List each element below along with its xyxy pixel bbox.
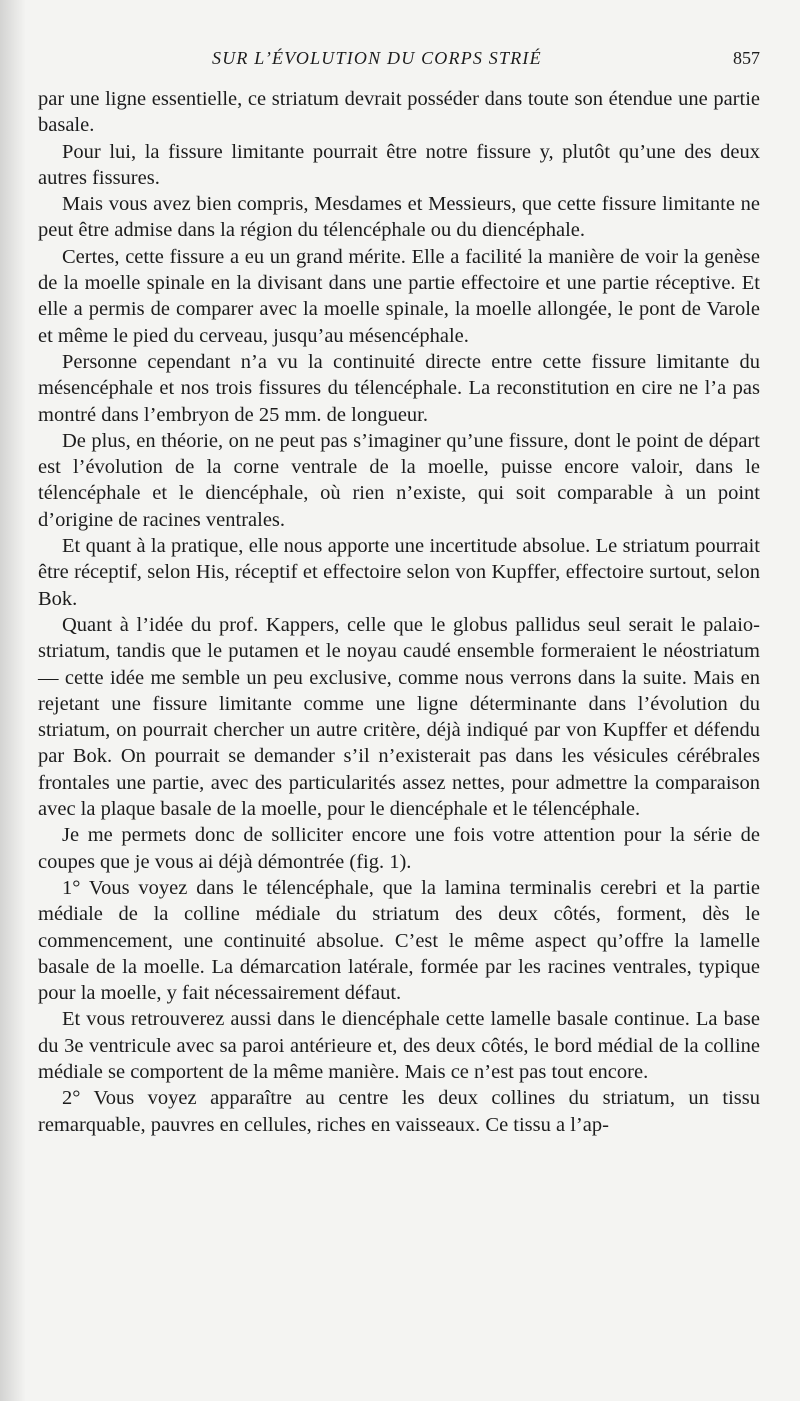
paragraph: Je me permets donc de solliciter encore une fois votre attention pour la série de coupes que je vous ai déjà démontrée (fig. 1).: [38, 824, 760, 873]
paragraph: 1° Vous voyez dans le télencéphale, que la lamina terminalis cerebri et la partie médiale de la colline médiale du striatum des deux côtés, forment, dès le commencement, une continuité absolue. C’est le même aspect qu’offre la lamelle basale de la moelle. La démarcation latérale, formée par les racines ventrales, typique pour la moelle, y fait nécessairement défaut.: [38, 876, 760, 1005]
paragraph: Et vous retrouverez aussi dans le diencéphale cette lamelle basale continue. La base du 3e ventricule avec sa paroi antérieure et, des deux côtés, le bord médial de la colline médiale se comportent de la même manière. Mais ce n’est pas tout encore.: [38, 1008, 760, 1083]
paragraph: Personne cependant n’a vu la continuité directe entre cette fissure limitante du mésencéphale et nos trois fissures du télencéphale. La reconstitution en cire ne l’a pas montré dans l’embryon de 25 mm. de longueur.: [38, 350, 760, 426]
paragraph: De plus, en théorie, on ne peut pas s’imaginer qu’une fissure, dont le point de départ est l’évolution de la corne ventrale de la moelle, puisse encore valoir, dans le télencéphale et le diencéphale, où rien n’existe, qui soit comparable à un point d’origine de racines ventrales.: [38, 429, 760, 531]
paragraph: Quant à l’idée du prof. Kappers, celle que le globus pallidus seul serait le palaio-striatum, tandis que le putamen et le noyau caudé ensemble formeraient le néostriatum — cette idée me semble un peu exclusive, comme nous verrons dans la suite. Mais en rejetant une fissure limitante comme une ligne déterminante dans l’évolution du striatum, on pourrait chercher un autre critère, déjà indiqué par von Kupffer et défendu par Bok. On pourrait se demander s’il n’existerait pas dans les vésicules cérébrales frontales une partie, avec des particularités assez nettes, pour admettre la comparaison avec la plaque basale de la moelle, pour le diencéphale et le télencéphale.: [38, 613, 760, 821]
running-head: [0, 48, 800, 74]
paragraph: Mais vous avez bien compris, Mesdames et Messieurs, que cette fissure limitante ne peut être admise dans la région du télencéphale ou du diencéphale.: [38, 193, 760, 242]
paragraph: Pour lui, la fissure limitante pourrait être notre fissure y, plutôt qu’une des deux autres fissures.: [38, 140, 760, 189]
paragraph: Et quant à la pratique, elle nous apporte une incertitude absolue. Le striatum pourrait être réceptif, selon His, réceptif et effectoire selon von Kupffer, effectoire surtout, selon Bok.: [38, 535, 760, 610]
paragraph: par une ligne essentielle, ce striatum devrait posséder dans toute son étendue une partie basale.: [38, 88, 760, 137]
running-title: SUR L’ÉVOLUTION DU CORPS STRIÉ: [212, 48, 542, 68]
body-text: [38, 86, 760, 1138]
page-number: 857: [733, 48, 760, 68]
page-edge-shadow: [0, 0, 26, 1401]
paragraph: 2° Vous voyez apparaître au centre les deux collines du striatum, un tissu remarquable, pauvres en cellules, riches en vaisseaux. Ce tissu a l’ap-: [38, 1087, 760, 1136]
paragraph: Certes, cette fissure a eu un grand mérite. Elle a facilité la manière de voir la genèse de la moelle spinale en la divisant dans une partie effectoire et une partie réceptive. Et elle a permis de comparer avec la moelle spinale, la moelle allongée, le pont de Varole et même le pied du cerveau, jusqu’au mésencéphale.: [38, 245, 760, 347]
